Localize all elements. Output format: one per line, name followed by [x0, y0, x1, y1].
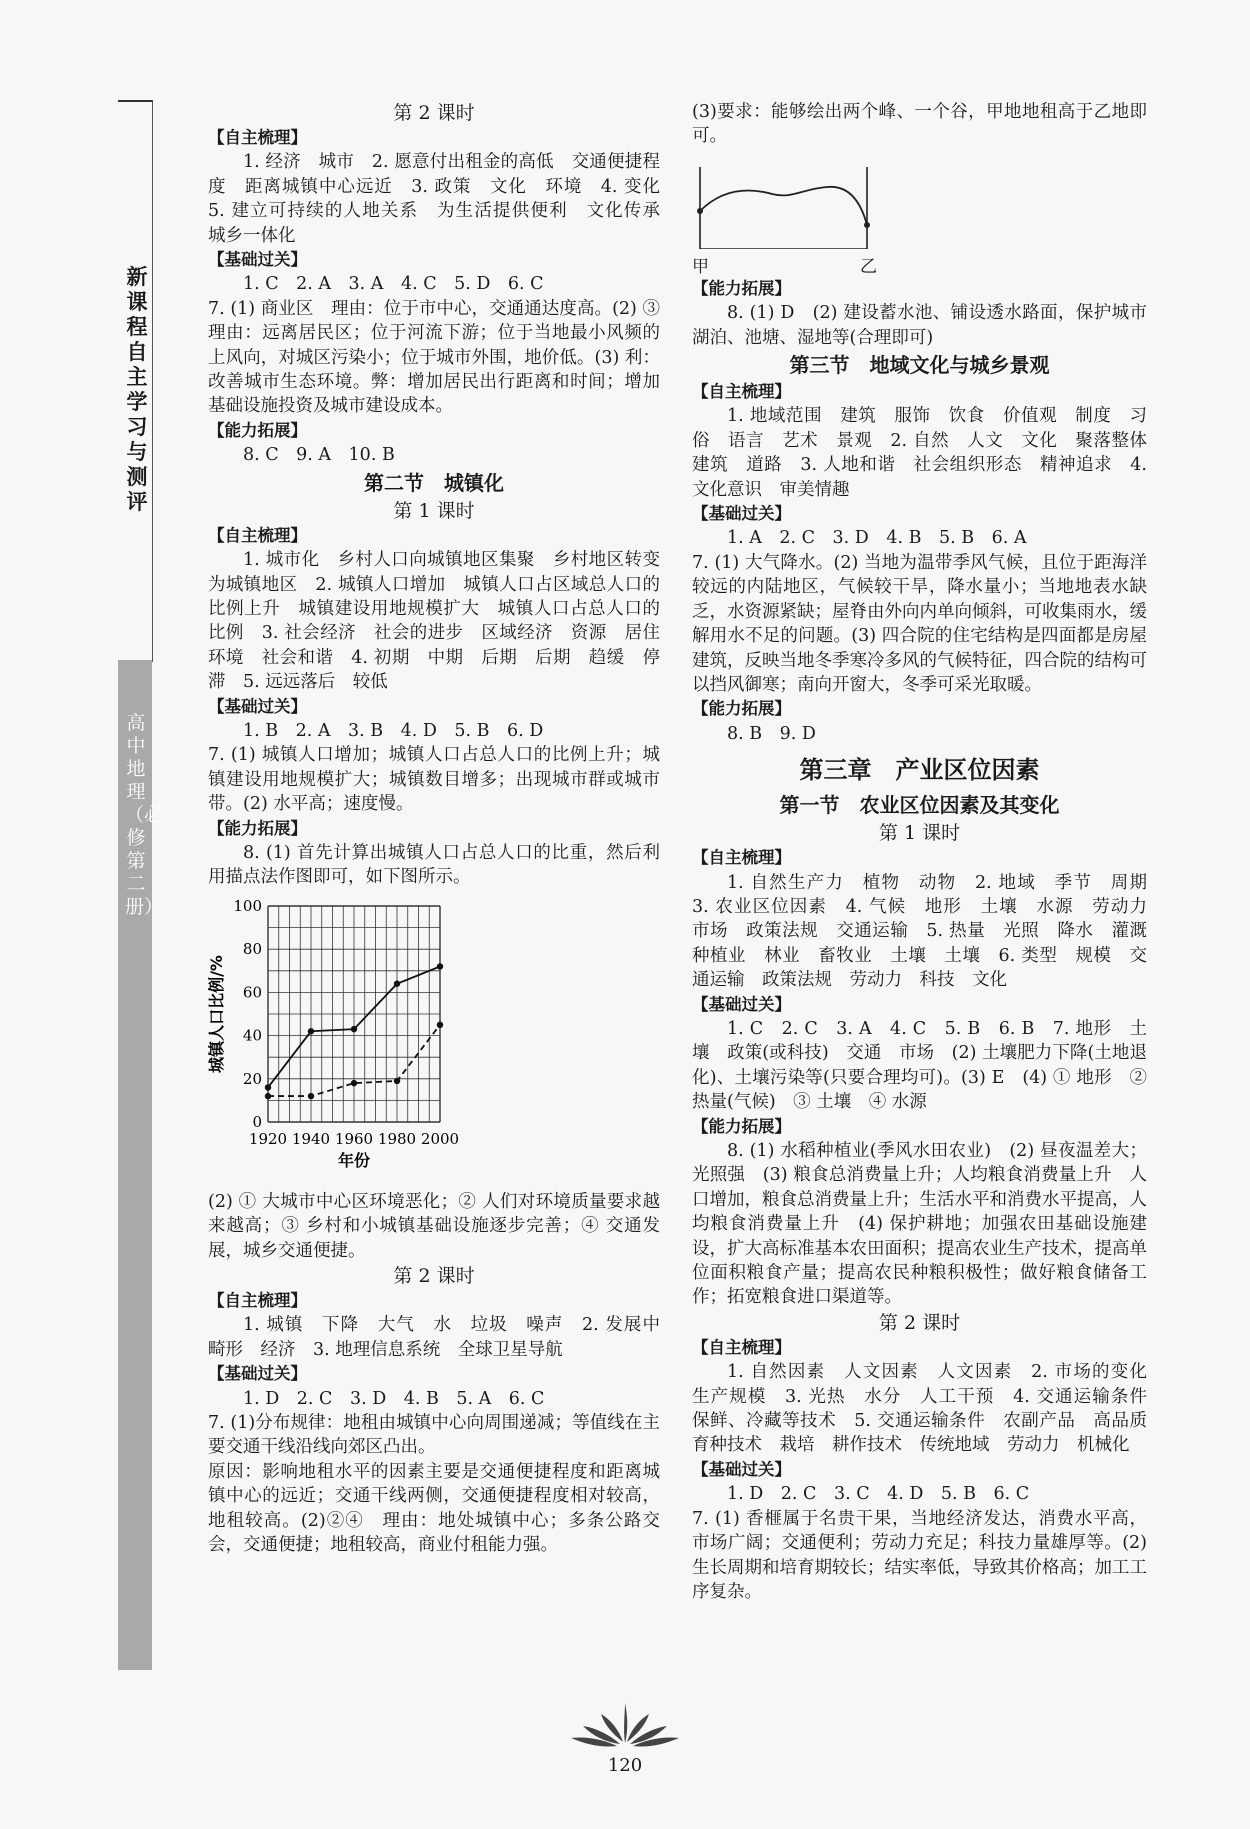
answer-text: 1. 地域范围 建筑 服饰 饮食 价值观 制度 习俗 语言 艺术 景观 2. 自然 人文 文化 聚落整体 建筑 道路 3. 人地和谐 社会组织形态 精神追求 4. 文化意识 审美情趣: [692, 406, 1165, 500]
urbanization-chart: [208, 890, 660, 1190]
sketch-curve: [700, 187, 867, 225]
section-label: 【自主梳理】: [692, 1337, 791, 1357]
section-label: 【自主梳理】: [208, 1291, 307, 1310]
rent-sketch: [692, 149, 1147, 277]
answer-text: 原因：影响地租水平的因素主要是交通便捷程度和距离城镇中心的远近；交通干线两侧，交通便捷程度相对较高，地租较高。(2)②④ 理由：地处城镇中心；多条公路交会，交通便捷；地租较高，商业付租能力强。: [208, 1461, 660, 1556]
answer-text: 1. 城镇 下降 大气 水 垃圾 噪声 2. 发展中 畸形 经济 3. 地理信息系统 全球卫星导航: [208, 1315, 678, 1360]
sketch-label-yi: 乙: [860, 256, 877, 277]
section-label: 【基础过关】: [692, 994, 791, 1014]
y-tick-label: 20: [242, 1069, 262, 1088]
data-point-solid: [265, 1084, 271, 1090]
answer-text: 8. B 9. D: [727, 723, 816, 744]
answer-text: 1. A 2. C 3. D 4. B 5. B 6. A: [727, 528, 1027, 549]
answer-text: 1. C 2. C 3. A 4. C 5. B 6. B 7. 地形 土壤 政策(或科技) 交通 市场 (2) 土壤肥力下降(土地退化)、土壤污染等(只要合理均可)。(3) E (4) ① 地形 ② 热量(气候) ③ 土壤 ④ 水源: [692, 1018, 1147, 1113]
chart-svg: [208, 890, 660, 1190]
data-point-dashed: [351, 1080, 357, 1086]
lesson-title: 第 2 课时: [878, 1311, 961, 1334]
section-label: 【基础过关】: [692, 504, 791, 524]
y-tick-label: 40: [242, 1026, 262, 1045]
section-label: 【能力拓展】: [692, 699, 791, 719]
answer-text: (3)要求：能够绘出两个峰、一个谷，甲地地租高于乙地即可。: [692, 102, 1147, 147]
answer-text: 1. D 2. C 3. C 4. D 5. B 6. C: [727, 1484, 1030, 1505]
chapter-title: 第三章 产业区位因素: [799, 756, 1040, 785]
data-point-solid: [437, 963, 443, 969]
section-label: 【能力拓展】: [692, 1116, 791, 1136]
section-label: 【自主梳理】: [692, 382, 791, 402]
answer-text: 1. 经济 城市 2. 愿意付出租金的高低 交通便捷程度 距离城镇中心远近 3. 政策 文化 环境 4. 变化 5. 建立可持续的人地关系 为生活提供便利 文化传承 城乡一体化: [208, 152, 678, 246]
data-point-dashed: [437, 1021, 443, 1027]
answer-text: 1. B 2. A 3. B 4. D 5. B 6. D: [243, 720, 544, 741]
data-point-dashed: [265, 1093, 271, 1099]
left-column: [208, 100, 678, 1557]
section-title: 第二节 城镇化: [364, 470, 504, 495]
y-tick-label: 80: [242, 939, 262, 958]
answer-text: 1. 城市化 乡村人口向城镇地区集聚 乡村地区转变为城镇地区 2. 城镇人口增加 城镇人口占区域总人口的比例上升 城镇建设用地规模扩大 城镇人口占总人口的比例 3. 社会经济 社会的进步 区域经济 资源 居住环境 社会和谐 4. 初期 中期 后期 后期 趋缓 停滞 5. 远远落后 较低: [208, 550, 660, 693]
leaf-ornament-icon: [565, 1698, 685, 1748]
lesson-title: 第 1 课时: [393, 499, 475, 522]
x-tick-label: 1980: [377, 1129, 417, 1148]
lesson-title: 第 2 课时: [393, 102, 475, 124]
answer-text: 1. 自然生产力 植物 动物 2. 地域 季节 周期 3. 农业区位因素 4. 气候 地形 土壤 水源 劳动力 市场 政策法规 交通运输 5. 热量 光照 降水 灌溉 种植业 林业 畜牧业 土壤 土壤 6. 类型 规模 交通运输 政策法规 劳动力 科技 文化: [692, 872, 1165, 991]
right-column: [692, 100, 1165, 1604]
footer-ornament: [565, 1698, 685, 1752]
answer-text: 1. 自然因素 人文因素 人文因素 2. 市场的变化 生产规模 3. 光热 水分 人工干预 4. 交通运输条件 保鲜、冷藏等技术 5. 交通运输条件 农副产品 高品质 育种技术 栽培 耕作技术 传统地域 劳动力 机械化: [692, 1362, 1165, 1456]
y-axis-label: 城镇人口比例/%: [208, 954, 226, 1073]
lesson-title: 第 2 课时: [393, 1265, 475, 1287]
answer-text: 7. (1) 大气降水。(2) 当地为温带季风气候，且位于距海洋较远的内陆地区，气候较干旱，降水量小；当地地表水缺乏，水资源紧缺；屋脊由外向内单向倾斜，可收集雨水，缓解用水不足的问题。(3) 四合院的住宅结构是四面都是房屋建筑，反映当地冬季寒冷多风的气候特征，四合院的结构可以挡风御寒；南向开窗大，冬季可采光取暖。: [692, 552, 1147, 695]
subject-title: 高中地理（必修 第二册）: [125, 712, 165, 918]
y-tick-label: 0: [252, 1112, 262, 1131]
section-label: 【自主梳理】: [208, 525, 307, 545]
answer-text: 7. (1) 香榧属于名贵干果，当地经济发达，消费水平高，市场广阔；交通便利；劳动力充足；科技力量雄厚等。(2) 生长周期和培育期较长；结实率低，导致其价格高；加工工序复杂。: [692, 1508, 1147, 1602]
answer-text: 8. (1) 首先计算出城镇人口占总人口的比重，然后利用描点法作图即可，如下图所示。: [208, 842, 660, 888]
section-label: 【基础过关】: [208, 696, 307, 716]
section-label: 【基础过关】: [692, 1459, 791, 1479]
series-title: 新课程自主学习与测评: [126, 265, 148, 514]
y-tick-label: 60: [242, 983, 262, 1002]
sketch-point-jia: [697, 208, 703, 214]
x-axis-label: 年份: [337, 1150, 371, 1170]
section-label: 【能力拓展】: [692, 278, 791, 298]
answer-text: (2) ① 大城市中心区环境恶化；② 人们对环境质量要求越来越高；③ 乡村和小城镇基础设施逐步完善；④ 交通发展，城乡交通便捷。: [208, 1191, 660, 1261]
answer-text: 7. (1) 商业区 理由：位于市中心，交通通达度高。(2) ③ 理由：远离居民区；位于河流下游；位于当地最小风频的上风向，对城区污染小；位于城市外围，地价低。(3) 利：改善城市生态环境。弊：增加居民出行距离和时间；增加基础设施投资及城市建设成本。: [208, 298, 678, 417]
x-tick-label: 1960: [334, 1129, 374, 1148]
sketch-point-yi: [864, 222, 870, 228]
x-tick-label: 1940: [291, 1129, 331, 1148]
answer-text: 8. C 9. A 10. B: [243, 445, 395, 466]
data-point-solid: [351, 1026, 357, 1032]
section-title: 第一节 农业区位因素及其变化: [779, 793, 1060, 818]
data-point-dashed: [308, 1093, 314, 1099]
section-label: 【基础过关】: [208, 250, 307, 270]
section-label: 【能力拓展】: [208, 420, 307, 440]
data-point-solid: [394, 980, 400, 986]
answer-text: 1. D 2. C 3. D 4. B 5. A 6. C: [243, 1388, 545, 1409]
answer-text: 7. (1)分布规律：地租由城镇中心向周围递减；等值线在主要交通干线沿线向郊区凸出。: [208, 1413, 660, 1458]
rent-sketch-svg: [692, 149, 892, 249]
answer-text: 7. (1) 城镇人口增加；城镇人口占总人口的比例上升；城镇建设用地规模扩大；城镇数目增多；出现城市群或城市带。(2) 水平高；速度慢。: [208, 745, 660, 815]
section-label: 【自主梳理】: [692, 848, 791, 868]
section-label: 【能力拓展】: [208, 818, 307, 838]
y-tick-label: 100: [233, 896, 262, 915]
sketch-label-jia: 甲: [692, 256, 709, 277]
data-point-solid: [308, 1028, 314, 1034]
section-label: 【自主梳理】: [208, 128, 307, 147]
x-tick-label: 2000: [420, 1129, 460, 1148]
answer-text: 8. (1) 水稻种植业(季风水田农业) (2) 昼夜温差大；光照强 (3) 粮食总消费量上升；人均粮食消费量上升 人口增加，粮食总消费量上升；生活水平和消费水平提高，人均粮食消费量上升 (4) 保护耕地；加强农田基础设施建设，扩大高标准基本农田面积；提高农业生产技术，提高单位面积粮食产量；提高农民种粮积极性；做好粮食储备工作；拓宽粮食进口渠道等。: [692, 1141, 1147, 1308]
page-number: 120: [607, 1755, 643, 1776]
x-tick-label: 1920: [248, 1129, 288, 1148]
answer-text: 1. C 2. A 3. A 4. C 5. D 6. C: [243, 274, 544, 295]
section-title: 第三节 地域文化与城乡景观: [789, 353, 1050, 378]
answer-text: 8. (1) D (2) 建设蓄水池、铺设透水路面，保护城市湖泊、池塘、湿地等(合理即可): [692, 303, 1147, 348]
data-point-dashed: [394, 1078, 400, 1084]
section-label: 【基础过关】: [208, 1364, 307, 1384]
lesson-title: 第 1 课时: [878, 822, 961, 845]
